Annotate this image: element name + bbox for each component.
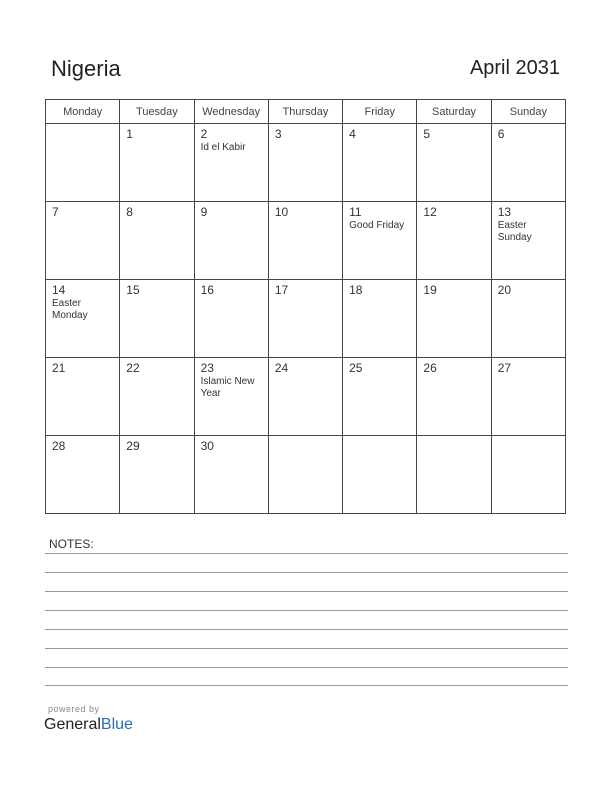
holiday-label [46,375,119,376]
note-line[interactable] [45,610,568,611]
weekday-friday: Friday [343,100,417,124]
weekday-sunday: Sunday [491,100,565,124]
day-cell[interactable] [268,202,342,280]
holiday-label [195,297,268,298]
note-line[interactable] [45,648,568,649]
day-number: 21 [52,361,66,375]
day-number: 8 [126,205,133,219]
day-number: 16 [200,283,214,297]
day-cell[interactable] [491,436,565,514]
day-cell[interactable] [120,202,194,280]
holiday-label: Islamic New Year [200,376,255,399]
holiday-label [492,439,565,440]
day-cell[interactable] [417,202,491,280]
day-cell[interactable] [417,436,491,514]
day-cell[interactable] [120,358,194,436]
day-cell[interactable] [46,358,120,436]
holiday-label [120,141,193,142]
brand-logo [44,716,133,734]
day-cell[interactable] [194,124,268,202]
day-number: 6 [497,127,505,141]
holiday-label: Good Friday [349,220,405,231]
day-number: 17 [274,283,289,297]
day-number: 15 [126,283,140,297]
day-number: 27 [497,361,512,375]
day-cell[interactable] [120,436,194,514]
weekday-saturday: Saturday [417,100,491,124]
brand-general: General [44,716,101,733]
day-cell[interactable] [268,436,342,514]
day-number: 18 [349,283,363,297]
holiday-label [269,375,342,376]
day-number: 4 [349,127,356,141]
holiday-label [492,375,565,376]
holiday-label [343,375,416,376]
holiday-label [417,439,490,440]
day-number: 19 [423,283,437,297]
day-cell[interactable] [194,436,268,514]
day-number: 29 [126,439,140,453]
weekday-tuesday: Tuesday [120,100,194,124]
holiday-label: Id el Kabir [200,142,246,153]
day-cell[interactable] [194,358,268,436]
day-number: 2 [200,127,208,141]
day-cell[interactable] [417,124,491,202]
calendar-grid [45,99,566,514]
holiday-label [46,127,119,128]
day-cell[interactable] [46,436,120,514]
day-cell[interactable] [268,280,342,358]
holiday-label [120,219,193,220]
note-line[interactable] [45,629,568,630]
day-number: 1 [126,127,133,141]
weekday-header-row [46,100,566,124]
day-cell[interactable] [46,202,120,280]
day-number: 10 [274,205,289,219]
day-cell[interactable] [343,436,417,514]
day-number: 28 [52,439,66,453]
holiday-label: Easter Monday [52,298,88,321]
note-line[interactable] [45,685,568,686]
note-line[interactable] [45,591,568,592]
holiday-label [343,439,416,440]
note-line[interactable] [45,572,568,573]
day-number: 22 [126,361,140,375]
day-number: 20 [497,283,512,297]
day-cell[interactable] [491,358,565,436]
holiday-label [120,297,193,298]
day-cell[interactable] [268,358,342,436]
holiday-label [269,141,342,142]
day-number: 24 [274,361,289,375]
holiday-label [120,453,193,454]
holiday-label [195,453,268,454]
calendar-week-row [46,436,566,514]
holiday-label [269,219,342,220]
day-number: 12 [423,205,437,219]
weekday-thursday: Thursday [268,100,342,124]
holiday-label [269,297,342,298]
day-number: 23 [200,361,214,375]
notes-label: NOTES: [49,537,94,551]
holiday-label [195,219,268,220]
day-number: 26 [423,361,437,375]
day-number: 11 [349,205,362,219]
calendar-week-row [46,280,566,358]
day-cell[interactable] [194,202,268,280]
holiday-label [343,297,416,298]
day-number: 7 [52,205,59,219]
day-cell[interactable] [491,280,565,358]
day-cell[interactable] [343,358,417,436]
day-cell[interactable] [120,280,194,358]
holiday-label [343,141,416,142]
day-number: 13 [497,205,512,219]
day-number: 3 [274,127,282,141]
day-cell[interactable] [268,124,342,202]
day-number: 25 [349,361,363,375]
calendar-week-row [46,124,566,202]
day-cell[interactable] [46,124,120,202]
calendar-body [46,124,566,514]
calendar-week-row [46,358,566,436]
weekday-wednesday: Wednesday [194,100,268,124]
day-number: 9 [200,205,208,219]
holiday-label [417,297,490,298]
day-cell[interactable] [417,358,491,436]
month-year-title: April 2031 [469,57,560,79]
holiday-label [492,297,565,298]
powered-by-text: powered by [48,704,100,714]
day-cell[interactable] [343,280,417,358]
country-title: Nigeria [51,56,121,81]
holiday-label [492,141,565,142]
day-cell[interactable] [417,280,491,358]
day-cell[interactable] [120,124,194,202]
holiday-label [46,453,119,454]
brand-blue: Blue [100,716,133,733]
note-line[interactable] [45,667,568,668]
day-number: 30 [200,439,214,453]
weekday-monday: Monday [46,100,120,124]
calendar-week-row [46,202,566,280]
holiday-label [417,219,490,220]
holiday-label: Easter Sunday [497,220,532,243]
holiday-label [46,219,119,220]
day-cell[interactable] [46,280,120,358]
day-number: 5 [423,127,431,141]
day-cell[interactable] [491,202,565,280]
day-cell[interactable] [491,124,565,202]
day-number: 14 [52,283,66,297]
day-cell[interactable] [343,124,417,202]
holiday-label [120,375,193,376]
holiday-label [269,439,342,440]
holiday-label [417,375,490,376]
day-cell[interactable] [343,202,417,280]
day-cell[interactable] [194,280,268,358]
holiday-label [417,141,490,142]
note-line[interactable] [45,553,568,554]
